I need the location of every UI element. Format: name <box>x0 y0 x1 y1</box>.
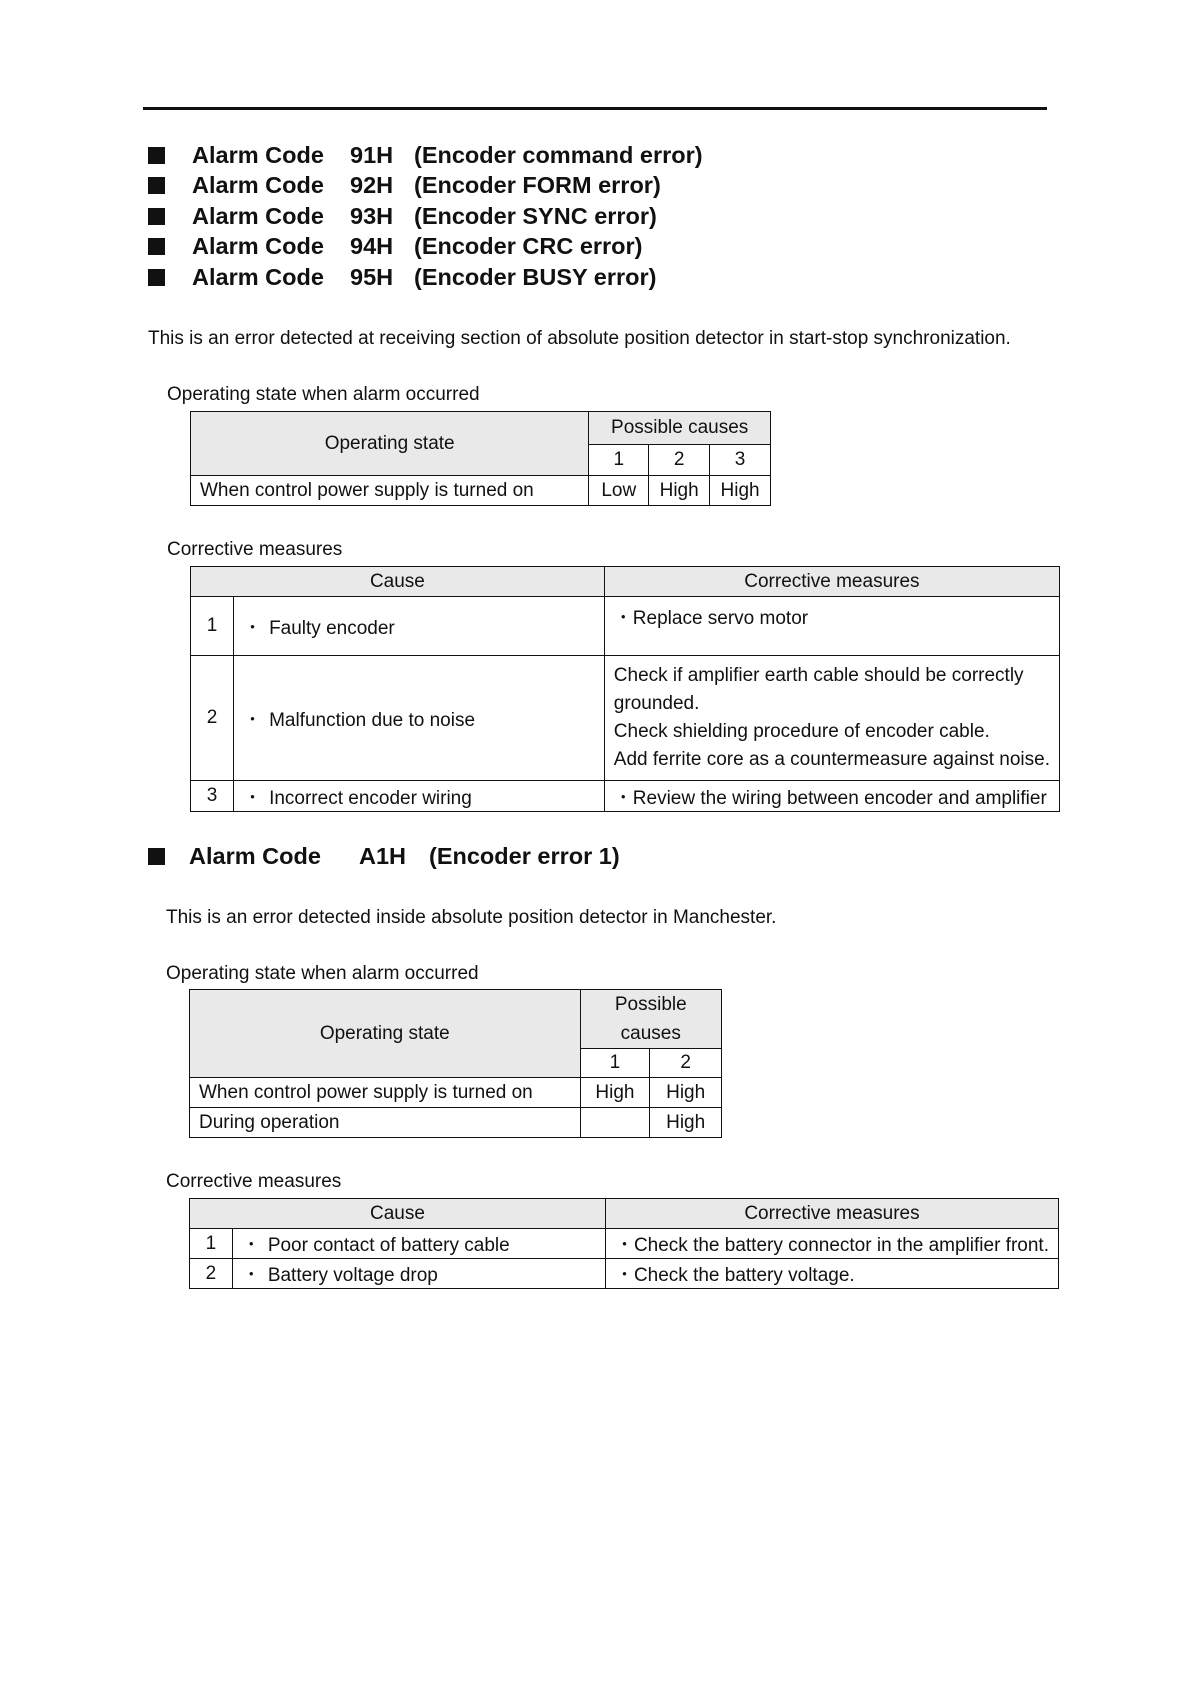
alarm-description: (Encoder FORM error) <box>414 172 661 199</box>
section1-corrective-caption: Corrective measures <box>167 539 343 560</box>
alarm-description: (Encoder CRC error) <box>414 233 643 260</box>
alarm-code: 91H <box>350 141 394 168</box>
cause-number-cell: 2 <box>190 1259 233 1289</box>
cause-cell <box>234 597 605 656</box>
section2-intro: This is an error detected inside absolute position detector in Manchester. <box>166 907 777 928</box>
alarm-description: (Encoder command error) <box>414 141 703 168</box>
cause-text: Incorrect encoder wiring <box>269 787 472 809</box>
cause-cell <box>232 1229 605 1259</box>
section1-operating-caption: Operating state when alarm occurred <box>167 384 480 405</box>
cause-cell <box>234 656 605 781</box>
cause-number: 2 <box>649 445 710 476</box>
alarm-description: (Encoder error 1) <box>429 843 620 869</box>
cause-header: Cause <box>191 567 605 597</box>
square-bullet-icon <box>148 177 165 194</box>
alarm-code: 93H <box>350 202 394 229</box>
section1-corrective-measures-table <box>190 566 1060 812</box>
measure-line: Add ferrite core as a countermeasure against noise. <box>613 749 1050 770</box>
measures-header: Corrective measures <box>604 567 1059 597</box>
possible-causes-line: Possible <box>614 994 687 1015</box>
section2-corrective-measures-table <box>189 1198 1059 1289</box>
section1-operating-state-table <box>190 411 771 506</box>
cause-number: 2 <box>650 1049 722 1078</box>
a1h-alarm-title <box>148 843 620 870</box>
alarm-label: Alarm Code <box>192 202 324 229</box>
cause-text: Faulty encoder <box>269 617 395 639</box>
cause-value: High <box>650 1108 722 1138</box>
bullet-icon: ・ <box>241 1265 261 1286</box>
cause-value: Low <box>589 476 649 506</box>
alarm-code-line <box>148 140 703 171</box>
measure-line: ・Replace servo motor <box>613 608 809 629</box>
cause-number-cell: 1 <box>191 597 234 656</box>
cause-number: 1 <box>580 1049 650 1078</box>
measure-cell <box>604 597 1059 656</box>
square-bullet-icon <box>148 238 165 255</box>
operating-state-cell: When control power supply is turned on <box>190 1078 581 1108</box>
alarm-code-line <box>148 262 703 293</box>
cause-value: High <box>710 476 771 506</box>
measure-cell: ・Check the battery voltage. <box>605 1259 1058 1289</box>
cause-value: High <box>650 1078 722 1108</box>
cause-header: Cause <box>190 1199 606 1229</box>
header-rule <box>143 107 1047 110</box>
alarm-code: A1H <box>359 843 407 869</box>
section2-operating-caption: Operating state when alarm occurred <box>166 963 479 984</box>
cause-value: High <box>580 1078 650 1108</box>
measure-cell: ・Check the battery connector in the amplifier front. <box>605 1229 1058 1259</box>
cause-text: Poor contact of battery cable <box>267 1235 510 1256</box>
alarm-label: Alarm Code <box>192 172 324 199</box>
alarm-code: 92H <box>350 172 394 199</box>
measure-cell <box>604 656 1059 781</box>
measure-line: Check shielding procedure of encoder cable. <box>613 721 990 742</box>
alarm-code: 95H <box>350 263 394 290</box>
cause-number-cell: 2 <box>191 656 234 781</box>
alarm-code-line <box>148 201 703 232</box>
possible-causes-header <box>580 990 721 1049</box>
operating-state-header: Operating state <box>191 412 589 476</box>
cause-number-cell: 3 <box>191 781 234 812</box>
measure-cell <box>604 781 1059 812</box>
alarm-label: Alarm Code <box>192 141 324 168</box>
measure-line: ・Review the wiring between encoder and amplifier <box>613 787 1047 809</box>
alarm-code: 94H <box>350 233 394 260</box>
operating-state-cell: During operation <box>190 1108 581 1138</box>
cause-number: 3 <box>710 445 771 476</box>
bullet-icon: ・ <box>243 617 263 639</box>
alarm-code-line <box>148 232 703 263</box>
cause-text: Malfunction due to noise <box>269 709 476 731</box>
alarm-label: Alarm Code <box>192 263 324 290</box>
section2-operating-state-table <box>189 989 722 1138</box>
alarm-label: Alarm Code <box>192 233 324 260</box>
alarm-description: (Encoder BUSY error) <box>414 263 657 290</box>
alarm-description: (Encoder SYNC error) <box>414 202 657 229</box>
alarm-code-line <box>148 171 703 202</box>
square-bullet-icon <box>148 147 165 164</box>
cause-value <box>580 1108 650 1138</box>
bullet-icon: ・ <box>241 1235 261 1256</box>
square-bullet-icon <box>148 848 165 865</box>
cause-cell <box>234 781 605 812</box>
measures-header: Corrective measures <box>605 1199 1058 1229</box>
alarm-code-list <box>148 140 703 293</box>
possible-causes-line: causes <box>620 1023 681 1044</box>
bullet-icon: ・ <box>243 787 263 809</box>
possible-causes-header: Possible causes <box>589 412 771 445</box>
operating-state-cell: When control power supply is turned on <box>191 476 589 506</box>
cause-text: Battery voltage drop <box>267 1265 438 1286</box>
operating-state-header: Operating state <box>190 990 581 1078</box>
cause-number: 1 <box>589 445 649 476</box>
measure-line: grounded. <box>613 693 700 714</box>
section1-intro: This is an error detected at receiving section of absolute position detector in start-stop synchronization. <box>148 328 1011 349</box>
cause-value: High <box>649 476 710 506</box>
bullet-icon: ・ <box>243 709 263 731</box>
square-bullet-icon <box>148 208 165 225</box>
measure-line: Check if amplifier earth cable should be correctly <box>613 665 1024 686</box>
square-bullet-icon <box>148 269 165 286</box>
alarm-label: Alarm Code <box>189 843 321 869</box>
section2-corrective-caption: Corrective measures <box>166 1171 342 1192</box>
cause-cell <box>232 1259 605 1289</box>
cause-number-cell: 1 <box>190 1229 233 1259</box>
